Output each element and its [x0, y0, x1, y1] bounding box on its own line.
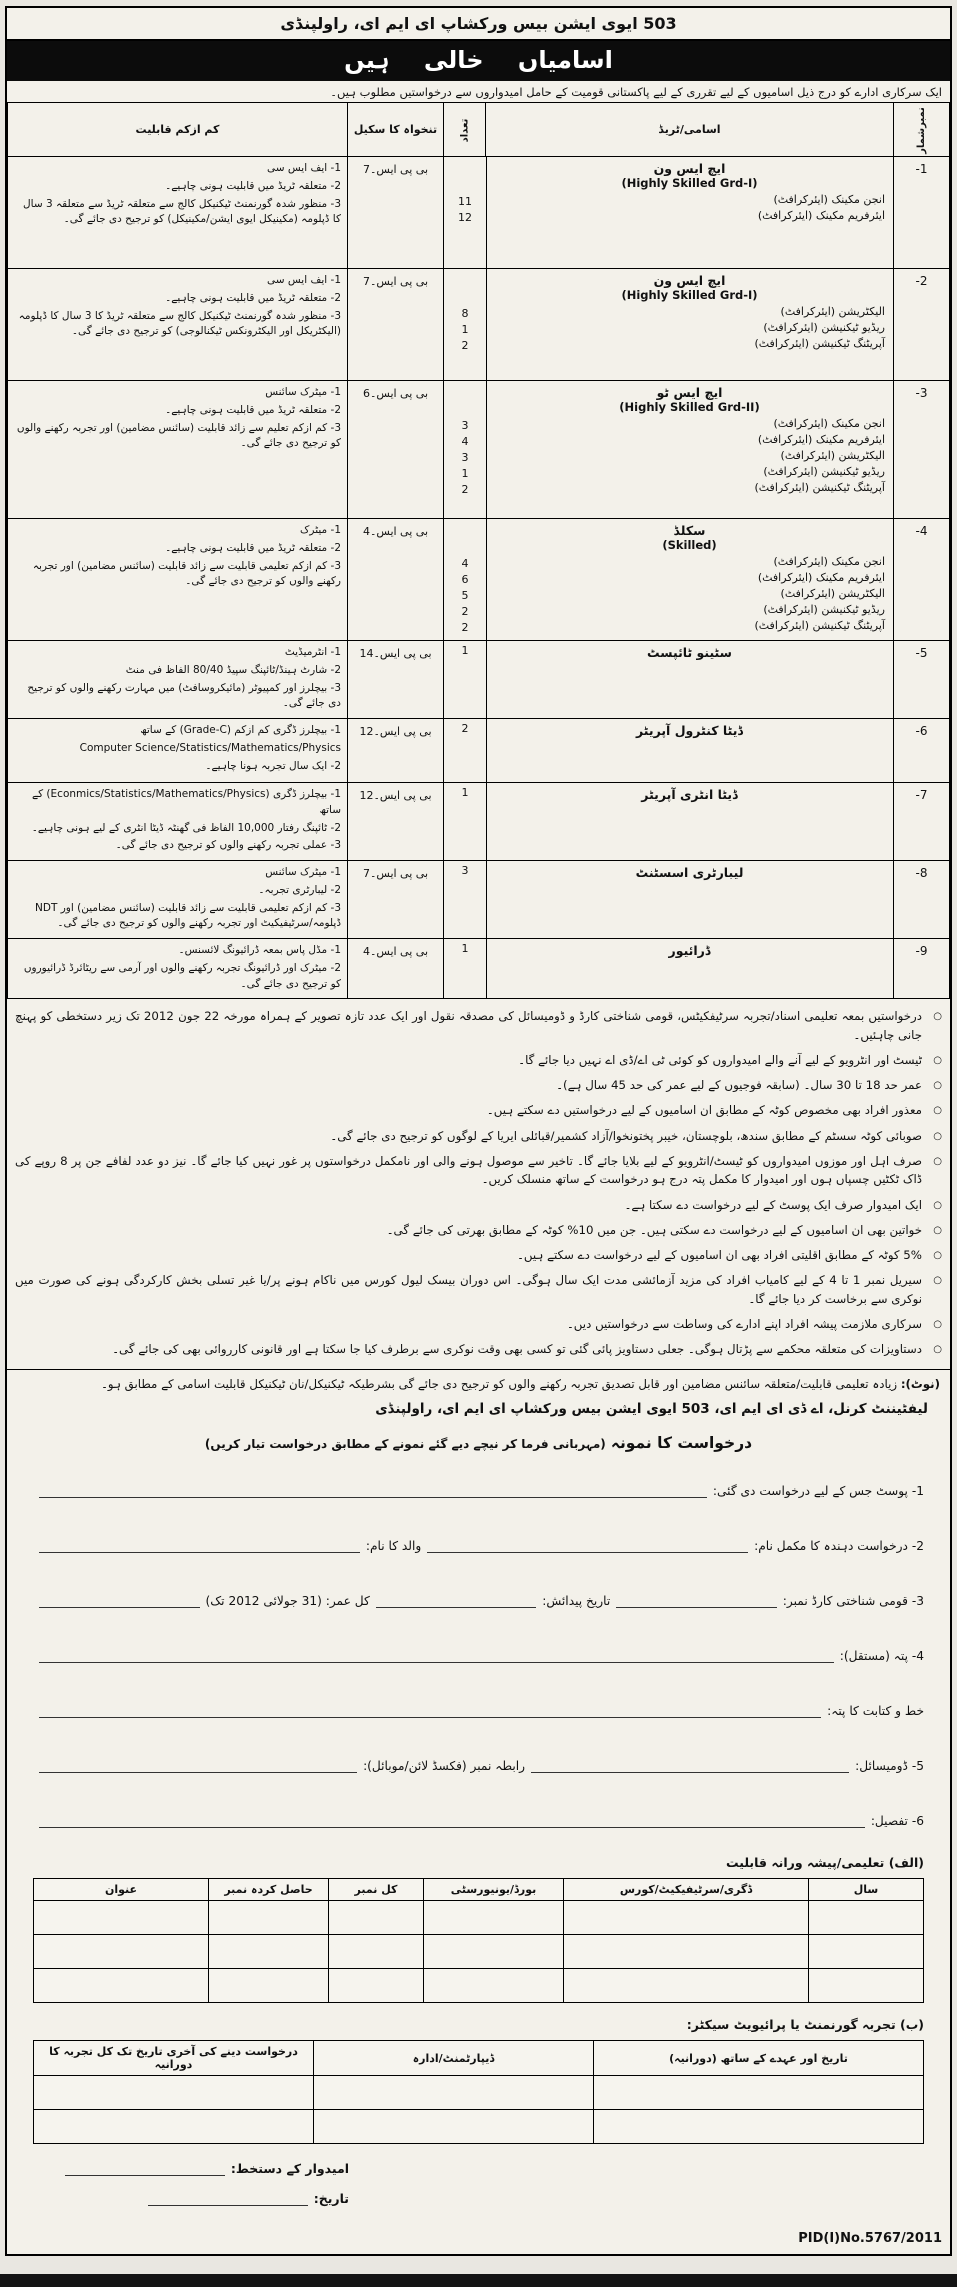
circle-bullet-icon: ○ [933, 1224, 942, 1236]
condition-item [15, 1315, 942, 1333]
blank-cell [314, 2076, 594, 2110]
circle-bullet-icon: ○ [933, 1250, 942, 1262]
blank-cell [34, 1901, 209, 1935]
form-line [376, 1592, 537, 1608]
job-trade-count: 2 [461, 483, 469, 496]
condition-text: ایک امیدوار صرف ایک پوسٹ کے لیے درخواست دے سکتا ہے۔ [624, 1197, 922, 1212]
vacancy-banner: اسامیاں خالی ہیں [7, 41, 950, 81]
blank-cell [329, 1935, 424, 1969]
job-qualification-line: 2- متعلقہ ٹریڈ میں قابلیت ہونی چاہیے۔ [165, 291, 341, 304]
column-header: تاریخ اور عہدے کے ساتھ (دورانیہ) [594, 2041, 924, 2076]
job-trade-row [444, 320, 893, 336]
blank-cell [564, 1969, 809, 2003]
circle-bullet-icon: ○ [933, 1275, 942, 1287]
job-trade-count: 3 [461, 451, 469, 464]
job-title: سٹینو ٹائپسٹ [647, 645, 732, 660]
column-header: بورڈ/یونیورسٹی [424, 1879, 564, 1901]
job-qualification-line: 1- ایف ایس سی [267, 162, 341, 174]
job-qualifications [8, 381, 348, 519]
job-title-row [444, 719, 893, 740]
job-trade-name: انجن مکینک (ایئرکرافٹ) [773, 555, 885, 568]
job-title: ایچ ایس ون [653, 161, 726, 176]
job-serial: 1- [894, 157, 950, 269]
blank-cell [564, 1935, 809, 1969]
circle-bullet-icon: ○ [933, 1318, 942, 1330]
job-serial: 7- [894, 783, 950, 861]
form-row [33, 1800, 924, 1830]
form-label: کل عمر: (31 جولائی 2012 تک) [205, 1594, 370, 1609]
job-title-wrap [486, 269, 893, 304]
job-title-row [444, 783, 893, 804]
job-title-row [444, 939, 893, 960]
job-title-en: (Skilled) [662, 538, 717, 552]
job-post-and-count [444, 641, 894, 719]
job-qualifications [8, 641, 348, 719]
job-qualification-line: 3- عملی تجربہ رکھنے والوں کو ترجیح دی جائے گی۔ [115, 839, 341, 852]
blank-cell [594, 2076, 924, 2110]
job-trade-count: 4 [461, 557, 469, 570]
job-row [8, 939, 950, 999]
job-trade-row [444, 304, 893, 320]
job-trade-row [444, 448, 893, 464]
circle-bullet-icon: ○ [933, 1080, 942, 1092]
job-title: ایچ ایس ٹو [656, 385, 723, 400]
condition-item [15, 1051, 942, 1069]
job-qualifications [8, 269, 348, 381]
job-trade-name: الیکٹریشن (ایئرکرافٹ) [780, 587, 885, 600]
form-label: 4- پتہ (مستقل): [839, 1649, 924, 1664]
job-scale: بی پی ایس۔6 [348, 381, 444, 519]
circle-bullet-icon: ○ [933, 1344, 942, 1356]
job-trade-row [444, 416, 893, 432]
job-trade-row [444, 586, 893, 602]
job-qualification-line: 2- متعلقہ ٹریڈ میں قابلیت ہونی چاہیے۔ [165, 179, 341, 192]
blank-cell [34, 1935, 209, 1969]
job-scale: بی پی ایس۔12 [348, 783, 444, 861]
job-trade-name: آپریٹنگ ٹیکنیشن (ایئرکرافٹ) [754, 619, 885, 632]
job-trade-count: 5 [461, 589, 469, 602]
jobs-header-row [8, 103, 950, 157]
job-trade-count: 2 [461, 339, 469, 352]
job-qualification-line: 1- بیچلرز ڈگری کم ازکم (Grade-C) کے ساتھ [140, 724, 341, 736]
column-header: سال [809, 1879, 924, 1901]
pid-number: PID(I)No.5767/2011 [798, 2231, 942, 2246]
job-trade-name: ایئرفریم مکینک (ایئرکرافٹ) [757, 571, 885, 584]
job-qualification-line: 1- میٹرک [300, 524, 341, 536]
form-label: 5- ڈومیسائل: [855, 1759, 924, 1774]
application-section [7, 1423, 950, 2208]
column-header: ڈیپارٹمنٹ/ادارہ [314, 2041, 594, 2076]
job-count [444, 269, 486, 304]
job-scale: بی پی ایس۔12 [348, 719, 444, 783]
form-line [39, 1812, 865, 1828]
job-qualification-line: 2- متعلقہ ٹریڈ میں قابلیت ہونی چاہیے۔ [165, 541, 341, 554]
job-title: ڈیٹا انٹری آپریٹر [641, 787, 738, 802]
experience-heading: (ب) تجربہ گورنمنٹ یا پرائیویٹ سیکٹر: [686, 2017, 924, 2033]
blank-cell [34, 2110, 314, 2144]
form-label: 3- قومی شناختی کارڈ نمبر: [782, 1594, 924, 1609]
job-trade-name: انجن مکینک (ایئرکرافٹ) [773, 417, 885, 430]
blank-cell [594, 2110, 924, 2144]
blank-cell [209, 1901, 329, 1935]
job-qualification-line: 1- ایف ایس سی [267, 274, 341, 286]
job-qualification-line: 1- انٹرمیڈیٹ [284, 646, 341, 658]
job-trade-row [444, 208, 893, 224]
job-trade-count: 4 [461, 435, 469, 448]
job-row [8, 641, 950, 719]
job-qualification-line: 3- کم ازکم تعلیمی قابلیت سے زائد قابلیت (سائنس مضامین) اور تجربہ رکھنے والوں کو ترجیح دی جائے گی۔ [32, 559, 341, 588]
job-trade-name: الیکٹریشن (ایئرکرافٹ) [780, 449, 885, 462]
job-post-and-count [444, 783, 894, 861]
job-trade-row [444, 464, 893, 480]
job-post-and-count [444, 269, 894, 381]
job-title: سکلڈ [673, 523, 706, 538]
form-line [427, 1537, 748, 1553]
jobs-header-scale: تنخواہ کا سکیل [348, 103, 444, 157]
column-header: درخواست دینے کی آخری تاریخ تک کل تجربہ کا دورانیہ [34, 2041, 314, 2076]
conditions-list [7, 999, 950, 1370]
blank-cell [424, 1901, 564, 1935]
job-serial: 6- [894, 719, 950, 783]
job-qualification-line: 1- بیچلرز ڈگری (Econmics/Statistics/Mathematics/Physics) کے ساتھ [31, 788, 341, 816]
job-title: ڈرائیور [668, 943, 711, 958]
job-trade-count: 12 [458, 211, 472, 224]
blank-row [34, 1969, 924, 2003]
job-trade-name: ایئرفریم مکینک (ایئرکرافٹ) [757, 433, 885, 446]
job-title: ڈیٹا کنٹرول آپریٹر [636, 723, 743, 738]
job-title-wrap [486, 783, 893, 804]
job-qualification-line: 3- منظور شدہ گورنمنٹ ٹیکنیکل کالج سے متعلقہ ٹریڈ کا 3 سال کا ڈپلومہ (الیکٹریکل اور الیکٹرونکس ٹیکنالوجی) کو ترجیح دی جائے گی۔ [18, 309, 341, 338]
job-row [8, 381, 950, 519]
condition-item [15, 1076, 942, 1094]
column-header: حاصل کردہ نمبر [209, 1879, 329, 1901]
job-title-wrap [486, 861, 893, 882]
job-title-row [444, 861, 893, 882]
form-row [33, 1470, 924, 1500]
column-header: عنوان [34, 1879, 209, 1901]
job-post-and-count [444, 861, 894, 939]
job-title-wrap [486, 519, 893, 554]
job-qualifications [8, 157, 348, 269]
job-post-and-count [444, 719, 894, 783]
job-qualification-line: 3- کم ازکم تعلیم سے زائد قابلیت (سائنس مضامین) اور تجربہ رکھنے والوں کو ترجیح دی جائے گی۔ [16, 421, 341, 450]
blank-cell [809, 1969, 924, 2003]
contact-address: لیفٹیننٹ کرنل، اے ڈی ای ایم ای، 503 ایوی ایشن بیس ورکشاپ ای ایم ای، راولپنڈی [375, 1401, 928, 1418]
blank-cell [424, 1969, 564, 2003]
job-trade-row [444, 192, 893, 208]
job-trade-row [444, 432, 893, 448]
job-qualification-line: 2- ٹائپنگ رفتار 10,000 الفاظ فی گھنٹہ ڈیٹا انٹری کے لیے ہونی چاہیے۔ [31, 821, 341, 834]
job-title-en: (Highly Skilled Grd-I) [621, 176, 758, 190]
job-trade-count: 2 [461, 621, 469, 634]
job-trade-count: 3 [461, 419, 469, 432]
job-trade-name: ایئرفریم مکینک (ایئرکرافٹ) [757, 209, 885, 222]
circle-bullet-icon: ○ [933, 1054, 942, 1066]
condition-text: خواتین بھی ان اسامیوں کے لیے درخواست دے سکتی ہیں۔ جن میں 10% کوٹہ کے مطابق بھرتی کی جائے گی۔ [386, 1222, 922, 1237]
jobs-header-post: اسامی/ٹریڈ [486, 103, 894, 157]
job-trade-count: 1 [461, 467, 469, 480]
job-count [444, 157, 486, 192]
job-qualification-line: 1- مڈل پاس بمعہ ڈرائیونگ لائسنس۔ [178, 944, 341, 956]
blank-cell [209, 1935, 329, 1969]
job-count [444, 381, 486, 416]
job-trade-name: ریڈیو ٹیکنیشن (ایئرکرافٹ) [763, 465, 885, 478]
job-serial: 9- [894, 939, 950, 999]
blank-cell [564, 1901, 809, 1935]
signature-row [33, 2160, 349, 2178]
job-title-en: (Highly Skilled Grd-I) [621, 288, 758, 302]
condition-item [15, 1101, 942, 1119]
job-title-row [444, 157, 893, 192]
job-serial: 8- [894, 861, 950, 939]
job-trade-count: 1 [461, 323, 469, 336]
count-header-label: تعداد [459, 118, 470, 143]
job-serial: 4- [894, 519, 950, 641]
job-count: 2 [461, 722, 469, 735]
blank-cell [809, 1901, 924, 1935]
condition-text: سیریل نمبر 1 تا 4 کے لیے کامیاب افراد کی مزید آزمائشی مدت ایک سال ہوگی۔ اس دوران بیسک لیول کورس میں ناکام ہونے پر/یا غیر تسلی بخش کارکردگی ہونے کی صورت میں نوکری سے برخاست کر دیا جائے گا۔ [15, 1273, 922, 1306]
column-header: کل نمبر [329, 1879, 424, 1901]
job-qualification-line: 1- میٹرک سائنس [265, 386, 341, 398]
condition-text: دستاویزات کی متعلقہ محکمے سے پڑتال ہوگی۔ جعلی دستاویز پائی گئی تو کسی بھی وقت نوکری سے برطرف کیا جا سکتا ہے اور قانونی کارروائی بھی کی جائے گی۔ [112, 1342, 922, 1357]
date-label: تاریخ: [313, 2191, 349, 2207]
job-qualification-line: 3- بیچلرز اور کمپیوٹر (مائیکروسافٹ) میں مہارت رکھنے والوں کو ترجیح دی جائے گی۔ [27, 681, 341, 710]
advertisement-body [5, 6, 952, 2256]
job-serial: 3- [894, 381, 950, 519]
job-scale: بی پی ایس۔14 [348, 641, 444, 719]
note-body: زیادہ تعلیمی قابلیت/متعلقہ سائنس مضامین اور قابل تصدیق تجربہ رکھنے والوں کو ترجیح دی جائے گی بشرطیکہ ٹیکنیکل/نان ٹیکنیکل قابلیت اسامی کے مطابق ہو۔ [100, 1377, 898, 1392]
job-scale: بی پی ایس۔7 [348, 861, 444, 939]
education-heading: (الف) تعلیمی/پیشہ ورانہ قابلیت [725, 1855, 924, 1871]
form-line [39, 1482, 707, 1498]
blank-cell [424, 1935, 564, 1969]
job-qualifications [8, 519, 348, 641]
job-qualifications [8, 861, 348, 939]
application-heading-row [33, 1433, 924, 1452]
intro-text: ایک سرکاری ادارے کو درج ذیل اسامیوں کے لیے تقرری کے لیے پاکستانی قومیت کے حامل امیدواروں سے درخواستیں مطلوب ہیں۔ [330, 85, 942, 99]
table-header-row [34, 2041, 924, 2076]
job-qualification-line: 3- منظور شدہ گورنمنٹ ٹیکنیکل کالج سے متعلقہ ٹریڈ سے متعلقہ 3 سال کا ڈپلومہ (مکینیکل ایوی ایشن/مکینیکل) کو ترجیح دی جائے گی۔ [23, 197, 341, 226]
job-serial: 5- [894, 641, 950, 719]
job-qualification-line: 2- متعلقہ ٹریڈ میں قابلیت ہونی چاہیے۔ [165, 403, 341, 416]
job-trade-row [444, 336, 893, 352]
job-title-wrap [486, 381, 893, 416]
circle-bullet-icon: ○ [933, 1155, 942, 1167]
job-qualification-line: 2- میٹرک اور ڈرائیونگ تجربہ رکھنے والوں اور آرمی سے ریٹائرڈ ڈرائیوروں کو ترجیح دی جائے گی۔ [23, 961, 341, 990]
job-qualification-line: 3- کم ازکم تعلیمی قابلیت سے زائد قابلیت (سائنس مضامین) اور NDT ڈپلومہ/سرٹیفیکیٹ اور تجربہ رکھنے والوں کو ترجیح دی جائے گی۔ [35, 901, 341, 930]
condition-text: 5% کوٹہ کے مطابق اقلیتی افراد بھی ان اسامیوں کے لیے درخواست دے سکتے ہیں۔ [516, 1248, 922, 1263]
job-trade-name: ریڈیو ٹیکنیشن (ایئرکرافٹ) [763, 321, 885, 334]
job-count: 1 [461, 786, 469, 799]
note-label: (نوٹ): [900, 1377, 940, 1392]
blank-row [34, 1935, 924, 1969]
blank-row [34, 2076, 924, 2110]
job-title: لیبارٹری اسسٹنٹ [635, 865, 744, 880]
ad-title: 503 ایوی ایشن بیس ورکشاپ ای ایم ای، راولپنڈی [7, 8, 950, 41]
circle-bullet-icon: ○ [933, 1105, 942, 1117]
signature-block [33, 2160, 353, 2208]
job-trade-row [444, 554, 893, 570]
condition-item [15, 1246, 942, 1264]
column-header: ڈگری/سرٹیفیکیٹ/کورس [564, 1879, 809, 1901]
job-count: 1 [461, 942, 469, 955]
form-row [33, 1635, 924, 1665]
condition-text: صوبائی کوٹہ سسٹم کے مطابق سندھ، بلوچستان، خیبر پختونخوا/آزاد کشمیر/قبائلی ایریا کے لوگوں کو ترجیح دی جائے گی۔ [330, 1128, 922, 1143]
blank-cell [329, 1969, 424, 2003]
job-row [8, 157, 950, 269]
condition-text: درخواستیں بمعہ تعلیمی اسناد/تجربہ سرٹیفکیٹس، قومی شناختی کارڈ و ڈومیسائل کی مصدقہ نقول اور ایک عدد تازہ تصویر کے ہمراہ مورخہ 22 جون 2012 تک زیر دستخطی کو پہنچ جانی چاہئیں۔ [15, 1009, 923, 1042]
condition-item [15, 1127, 942, 1145]
condition-text: معذور افراد بھی مخصوص کوٹہ کے مطابق ان اسامیوں کے لیے درخواستیں دے سکتے ہیں۔ [486, 1103, 922, 1118]
job-title-wrap [486, 641, 893, 662]
job-serial: 2- [894, 269, 950, 381]
job-scale: بی پی ایس۔4 [348, 519, 444, 641]
job-trade-row [444, 602, 893, 618]
circle-bullet-icon: ○ [933, 1011, 942, 1023]
job-title-row [444, 381, 893, 416]
circle-bullet-icon: ○ [933, 1130, 942, 1142]
job-qualifications [8, 719, 348, 783]
application-form [33, 1470, 924, 1830]
serial-header-label: نمبرشمار [916, 107, 927, 154]
condition-item [15, 1221, 942, 1239]
condition-item [15, 1152, 942, 1189]
job-row [8, 861, 950, 939]
job-qualifications [8, 783, 348, 861]
job-scale: بی پی ایس۔7 [348, 269, 444, 381]
blank-cell [329, 1901, 424, 1935]
job-post-and-count [444, 519, 894, 641]
job-scale: بی پی ایس۔7 [348, 157, 444, 269]
job-title-row [444, 269, 893, 304]
condition-text: ٹیسٹ اور انٹرویو کے لیے آنے والے امیدواروں کو کوئی ٹی اے/ڈی اے نہیں دیا جائے گا۔ [518, 1052, 922, 1067]
job-qualifications [8, 939, 348, 999]
form-label: والد کا نام: [365, 1539, 422, 1554]
form-line [39, 1757, 357, 1773]
job-qualification-line: 2- ایک سال تجربہ ہونا چاہیے۔ [205, 759, 341, 772]
job-qualification-line: 2- شارٹ ہینڈ/ٹائپنگ سپیڈ 80/40 الفاظ فی منٹ [125, 663, 341, 676]
job-trade-count: 2 [461, 605, 469, 618]
circle-bullet-icon: ○ [933, 1199, 942, 1211]
job-trade-row [444, 618, 893, 634]
job-count: 3 [461, 864, 469, 877]
job-post-and-count [444, 381, 894, 519]
jobs-header-count [444, 103, 486, 157]
jobs-header-serial [894, 103, 950, 157]
condition-text: عمر حد 18 تا 30 سال۔ (سابقہ فوجیوں کے لیے عمر کی حد 45 سال ہے)۔ [556, 1078, 922, 1093]
blank-row [34, 1901, 924, 1935]
job-row [8, 519, 950, 641]
job-title: ایچ ایس ون [653, 273, 726, 288]
job-title-row [444, 641, 893, 662]
education-table [33, 1878, 924, 2003]
job-post-and-count [444, 939, 894, 999]
condition-item [15, 1007, 942, 1044]
job-qualification-line: Computer Science/Statistics/Mathematics/Physics [79, 741, 341, 754]
job-scale: بی پی ایس۔4 [348, 939, 444, 999]
job-row [8, 269, 950, 381]
blank-cell [314, 2110, 594, 2144]
date-row [33, 2190, 349, 2208]
job-trade-name: آپریٹنگ ٹیکنیشن (ایئرکرافٹ) [754, 481, 885, 494]
condition-item [15, 1271, 942, 1308]
form-line [39, 1702, 821, 1718]
condition-item [15, 1196, 942, 1214]
job-title-row [444, 519, 893, 554]
table-header-row [34, 1879, 924, 1901]
blank-cell [209, 1969, 329, 2003]
form-label: خط و کتابت کا پتہ: [827, 1704, 924, 1719]
form-line [531, 1757, 849, 1773]
bottom-edge-bar [0, 2274, 957, 2287]
job-trade-name: آپریٹنگ ٹیکنیشن (ایئرکرافٹ) [754, 337, 885, 350]
job-qualification-line: 2- لیبارٹری تجربہ۔ [258, 883, 341, 896]
job-trade-row [444, 480, 893, 496]
form-line [39, 1592, 200, 1608]
job-trade-name: ریڈیو ٹیکنیشن (ایئرکرافٹ) [763, 603, 885, 616]
job-title-wrap [486, 939, 893, 960]
signature-line [65, 2160, 225, 2176]
form-row [33, 1580, 924, 1610]
form-line [39, 1647, 834, 1663]
job-count: 1 [461, 644, 469, 657]
form-label: 6- تفصیل: [870, 1814, 924, 1829]
blank-row [34, 2110, 924, 2144]
job-title-wrap [486, 157, 893, 192]
form-row [33, 1525, 924, 1555]
jobs-header-qual: کم ازکم قابلیت [8, 103, 348, 157]
condition-text: سرکاری ملازمت پیشہ افراد اپنے ادارے کی وساطت سے درخواستیں دیں۔ [566, 1316, 922, 1331]
date-line [148, 2190, 308, 2206]
job-trade-count: 8 [461, 307, 469, 320]
form-label: تاریخ پیدائش: [542, 1594, 611, 1609]
condition-text: صرف اہل اور موزوں امیدواروں کو ٹیسٹ/انٹرویو کے لیے بلایا جائے گا۔ تاخیر سے موصول ہونے والی اور نامکمل درخواستوں پر غور نہیں کیا جائے گا۔ نیز دو عدد لفافے جن پر 8 روپے کی ڈاک ٹکٹیں چسپاں ہوں اور امیدوار کا مکمل پتہ درج ہو درخواست کے ساتھ منسلک کریں۔ [15, 1153, 922, 1187]
job-post-and-count [444, 157, 894, 269]
form-label: 1- پوسٹ جس کے لیے درخواست دی گئی: [712, 1484, 924, 1499]
job-trade-count: 11 [458, 195, 472, 208]
form-line [39, 1537, 360, 1553]
job-count [444, 519, 486, 554]
job-trade-count: 6 [461, 573, 469, 586]
condition-item [15, 1340, 942, 1358]
experience-table [33, 2040, 924, 2144]
form-label: رابطہ نمبر (فکسڈ لائن/موبائل): [363, 1759, 526, 1774]
job-qualification-line: 1- میٹرک سائنس [265, 866, 341, 878]
signature-label: امیدوار کے دستخط: [230, 2161, 349, 2177]
jobs-table [7, 102, 950, 999]
form-row [33, 1745, 924, 1775]
job-row [8, 783, 950, 861]
application-subheading: (مہربانی فرما کر نیچے دیے گئے نمونے کے مطابق درخواست تیار کریں) [204, 1437, 606, 1452]
job-title-wrap [486, 719, 893, 740]
job-trade-name: الیکٹریشن (ایئرکرافٹ) [780, 305, 885, 318]
jobs-table-body [8, 157, 950, 999]
job-trade-name: انجن مکینک (ایئرکرافٹ) [773, 193, 885, 206]
form-row [33, 1690, 924, 1720]
form-line [616, 1592, 777, 1608]
blank-cell [34, 2076, 314, 2110]
job-trade-row [444, 570, 893, 586]
note-text [7, 1370, 950, 1393]
form-label: 2- درخواست دہندہ کا مکمل نام: [754, 1539, 924, 1554]
blank-cell [809, 1935, 924, 1969]
job-title-en: (Highly Skilled Grd-II) [619, 400, 760, 414]
job-row [8, 719, 950, 783]
blank-cell [34, 1969, 209, 2003]
application-heading: درخواست کا نمونہ [610, 1434, 753, 1453]
